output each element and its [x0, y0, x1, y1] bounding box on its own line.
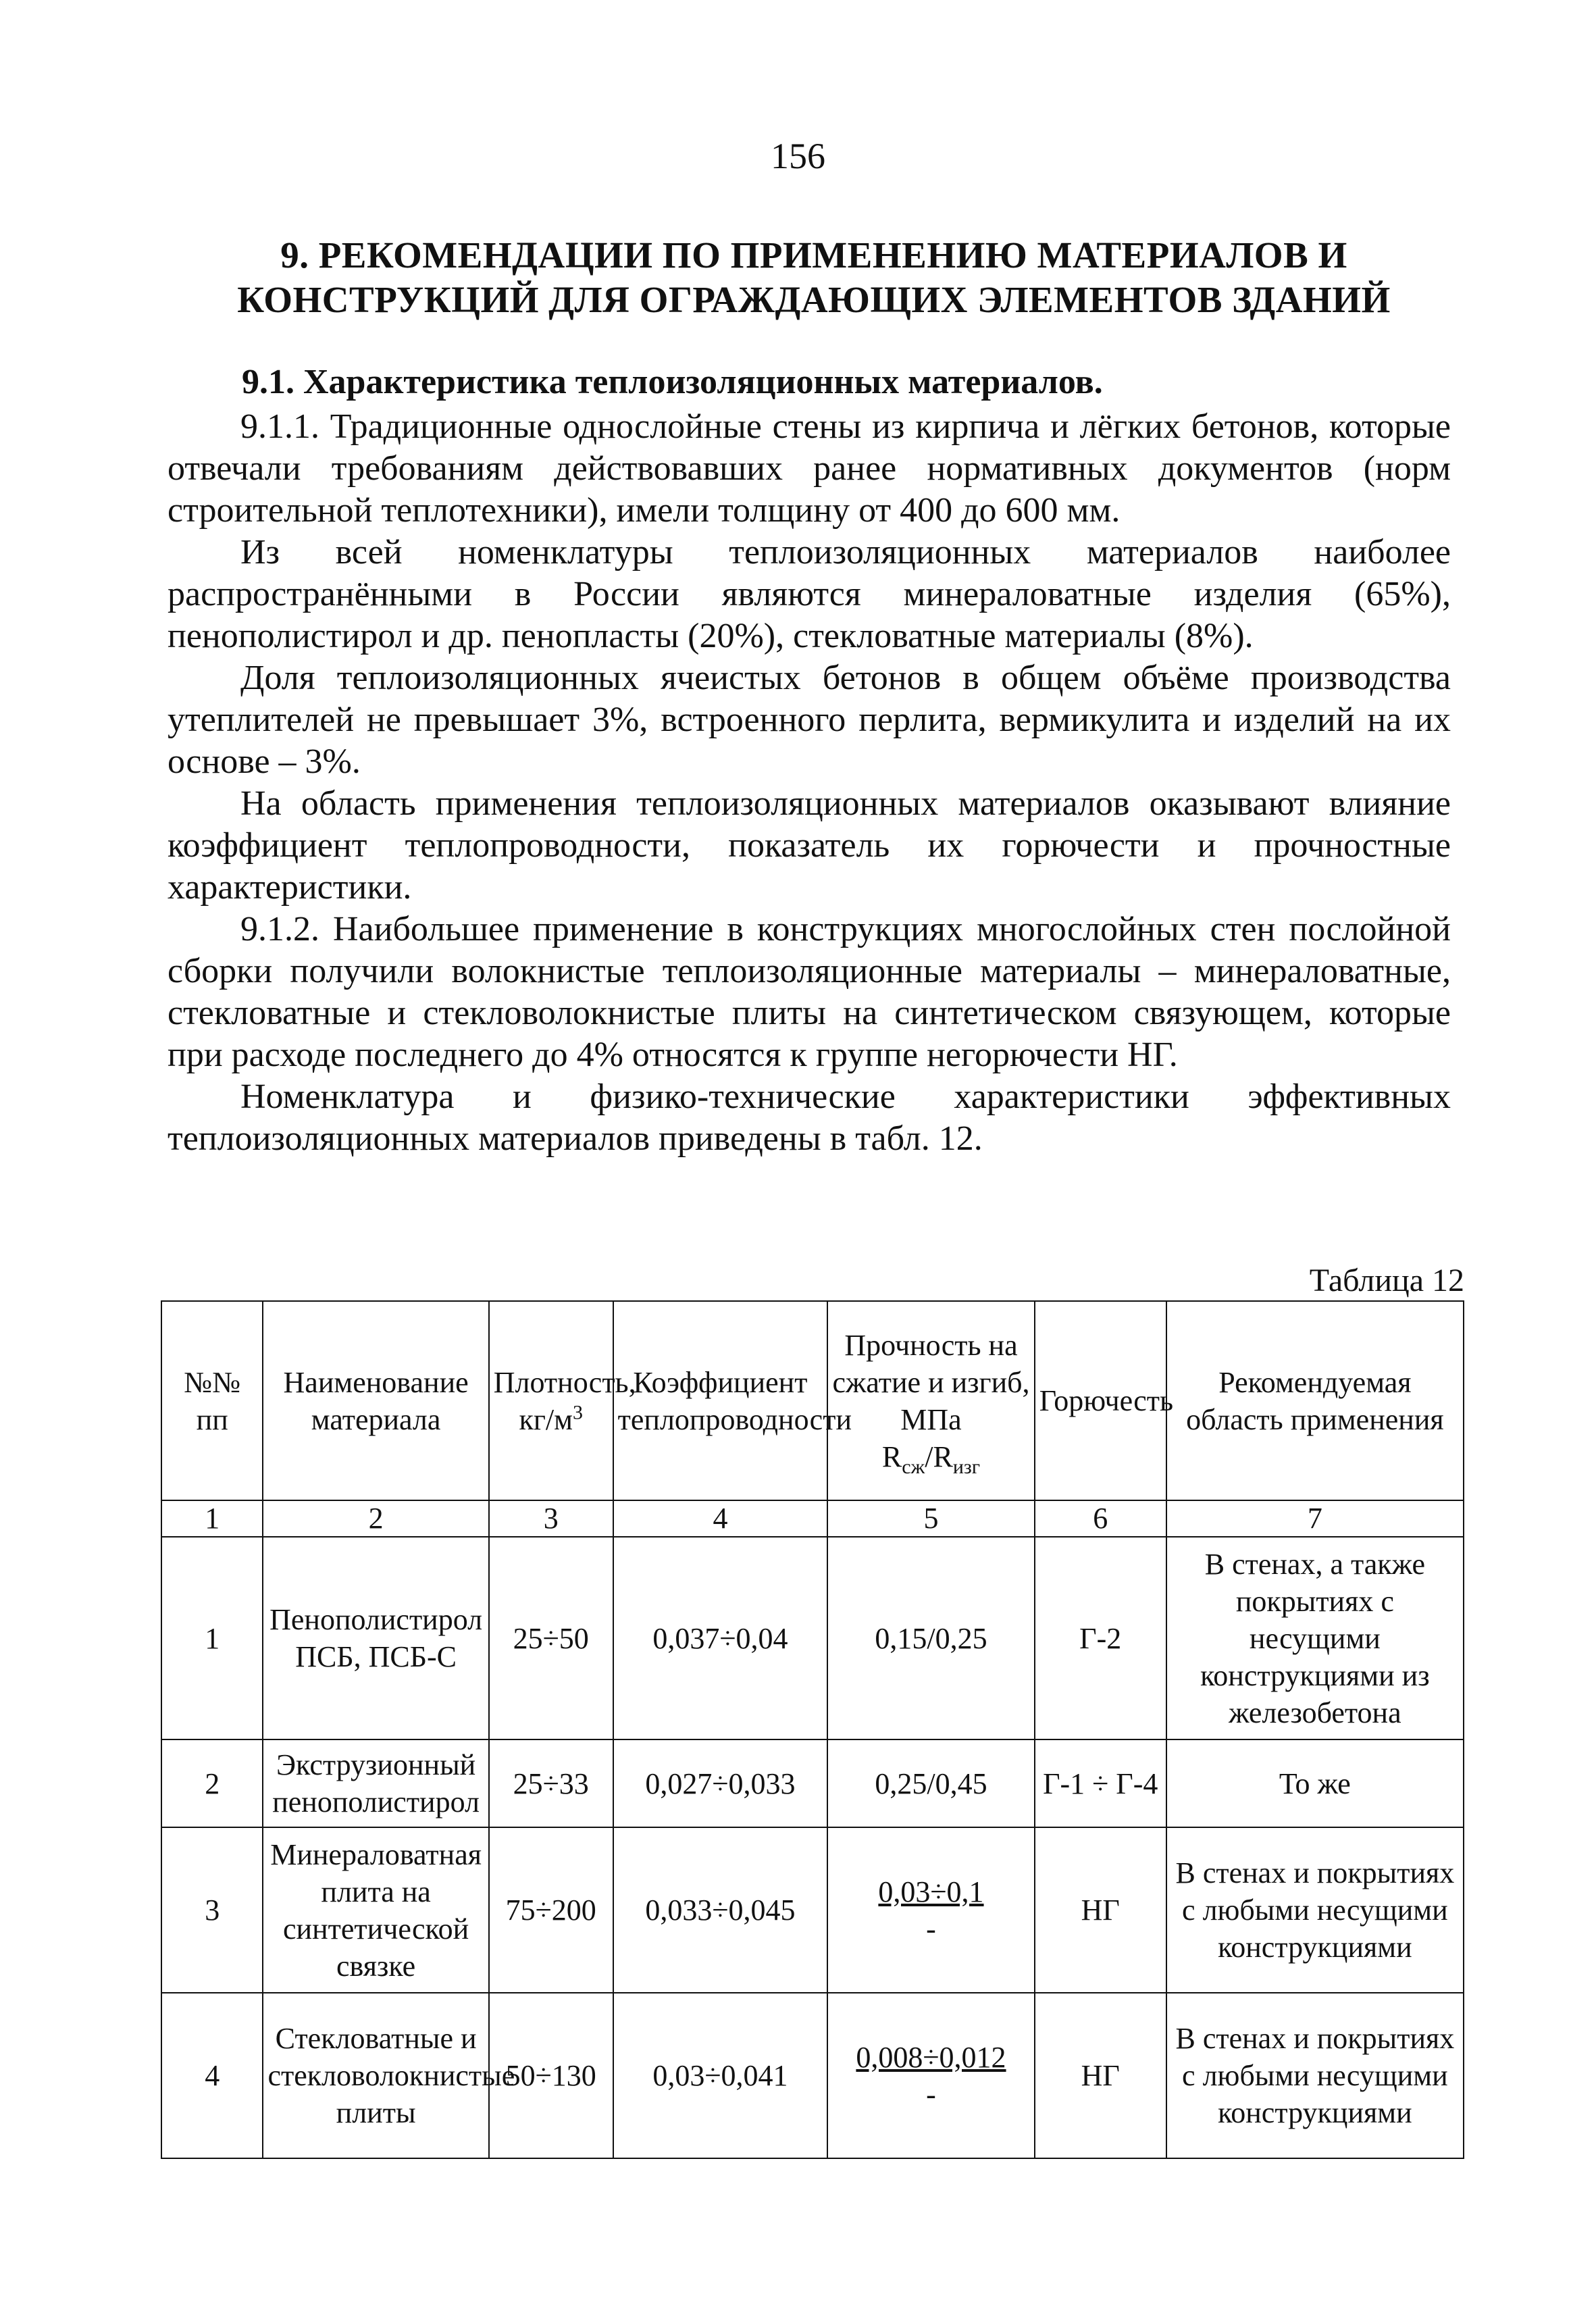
cell-name: Стекловатные и стекловолокнистые плиты: [263, 1993, 488, 2158]
column-number: 7: [1166, 1500, 1464, 1537]
column-number: 3: [489, 1500, 613, 1537]
header-density-label: Плотность, кг/м: [493, 1365, 636, 1436]
chapter-heading: [169, 233, 1459, 322]
page-number: 156: [771, 136, 825, 176]
paragraph: Номенклатура и физико-технические характеристики эффективных теплоизоляционных материалов приведены в табл. 12.: [168, 1077, 1451, 1158]
column-number: 1: [161, 1500, 263, 1537]
materials-table: [161, 1300, 1464, 2159]
header-name: Наименование материала: [263, 1301, 488, 1500]
header-flammability: Горючесть: [1035, 1301, 1166, 1500]
cell-flammability: Г-2: [1035, 1537, 1166, 1739]
cell-num: 2: [161, 1739, 263, 1827]
strength-fraction: [878, 1873, 983, 1948]
table-row: [161, 1993, 1464, 2158]
header-strength-r1: R: [881, 1440, 902, 1473]
cell-name: Экструзионный пенополистирол: [263, 1739, 488, 1827]
paragraph: 9.1.1. Традиционные однослойные стены из кирпича и лёгких бетонов, которые отвечали требованиям действовавших ранее нормативных документов (норм строительной теплотехники), имели толщину от 400 до 600 мм.: [168, 407, 1451, 530]
header-coef: Коэффициент теплопроводности: [613, 1301, 828, 1500]
table-row: [161, 1739, 1464, 1827]
cell-flammability: НГ: [1035, 1827, 1166, 1993]
cell-density: 50÷130: [489, 1993, 613, 2158]
cell-strength: 0,15/0,25: [827, 1537, 1034, 1739]
header-strength: [827, 1301, 1034, 1500]
cell-density: 25÷50: [489, 1537, 613, 1739]
cell-num: 3: [161, 1827, 263, 1993]
paragraph: На область применения теплоизоляционных материалов оказывают влияние коэффициент теплопроводности, показатель их горючести и прочностные характеристики.: [168, 784, 1451, 907]
column-number: 4: [613, 1500, 828, 1537]
chapter-heading-line-2: КОНСТРУКЦИЙ ДЛЯ ОГРАЖДАЮЩИХ ЭЛЕМЕНТОВ ЗДАНИЙ: [237, 279, 1391, 320]
chapter-heading-line-1: 9. РЕКОМЕНДАЦИИ ПО ПРИМЕНЕНИЮ МАТЕРИАЛОВ И: [280, 234, 1347, 276]
table-row: [161, 1827, 1464, 1993]
header-density-sup: 3: [572, 1400, 583, 1423]
cell-density: 25÷33: [489, 1739, 613, 1827]
strength-top: 0,03÷0,1: [878, 1875, 984, 1908]
cell-area: То же: [1166, 1739, 1464, 1827]
cell-num: 1: [161, 1537, 263, 1739]
header-density: [489, 1301, 636, 1500]
cell-area: В стенах и покрытиях с любыми несущими конструкциями: [1166, 1827, 1464, 1993]
cell-flammability: НГ: [1035, 1993, 1166, 2158]
table-caption: Таблица 12: [1309, 1263, 1464, 1298]
cell-strength: 0,25/0,45: [827, 1739, 1034, 1827]
cell-name: Пенополистирол ПСБ, ПСБ-С: [263, 1537, 488, 1739]
cell-density: 75÷200: [489, 1827, 613, 1993]
cell-coef: 0,027÷0,033: [613, 1739, 828, 1827]
cell-coef: 0,03÷0,041: [613, 1993, 828, 2158]
strength-fraction: [856, 2039, 1006, 2113]
header-strength-r2-sub: изг: [952, 1455, 981, 1478]
table-header-row: [161, 1301, 1464, 1500]
cell-coef: 0,037÷0,04: [613, 1537, 828, 1739]
strength-top: 0,008÷0,012: [856, 2040, 1006, 2074]
column-number-row: [161, 1500, 1464, 1537]
cell-area: В стенах и покрытиях с любыми несущими конструкциями: [1166, 1993, 1464, 2158]
strength-bottom: -: [926, 2077, 936, 2111]
header-num: №№ пп: [161, 1301, 263, 1500]
cell-strength: [827, 1827, 1034, 1993]
column-number: 2: [263, 1500, 488, 1537]
header-strength-r2: /R: [925, 1440, 953, 1473]
body-text: [168, 361, 1451, 1160]
table-row: [161, 1537, 1464, 1739]
column-number: 5: [827, 1500, 1034, 1537]
header-strength-r1-sub: сж: [902, 1455, 925, 1478]
header-strength-label: Прочность на сжатие и изгиб, МПа: [832, 1328, 1030, 1436]
cell-name: Минераловатная плита на синтетической связке: [263, 1827, 488, 1993]
header-area: Рекомендуемая область применения: [1166, 1301, 1464, 1500]
cell-num: 4: [161, 1993, 263, 2158]
paragraph: 9.1.2. Наибольшее применение в конструкциях многослойных стен послойной сборки получили волокнистые теплоизоляционные материалы – минераловатные, стекловатные и стекловолокнистые плиты на синтетическом связующем, которые при расходе последнего до 4% относятся к группе негорючести НГ.: [168, 910, 1451, 1074]
cell-flammability: Г-1 ÷ Г-4: [1035, 1739, 1166, 1827]
cell-strength: [827, 1993, 1034, 2158]
cell-area: В стенах, а также покрытиях с несущими конструкциями из железобетона: [1166, 1537, 1464, 1739]
paragraph: Из всей номенклатуры теплоизоляционных материалов наиболее распространёнными в России являются минераловатные изделия (65%), пенополистирол и др. пенопласты (20%), стекловатные материалы (8%).: [168, 533, 1451, 655]
strength-bottom: -: [926, 1912, 936, 1946]
section-title: 9.1. Характеристика теплоизоляционных материалов.: [242, 363, 1103, 401]
cell-coef: 0,033÷0,045: [613, 1827, 828, 1993]
column-number: 6: [1035, 1500, 1166, 1537]
paragraph: Доля теплоизоляционных ячеистых бетонов в общем объёме производства утеплителей не превышает 3%, встроенного перлита, вермикулита и изделий на их основе – 3%.: [168, 659, 1451, 781]
